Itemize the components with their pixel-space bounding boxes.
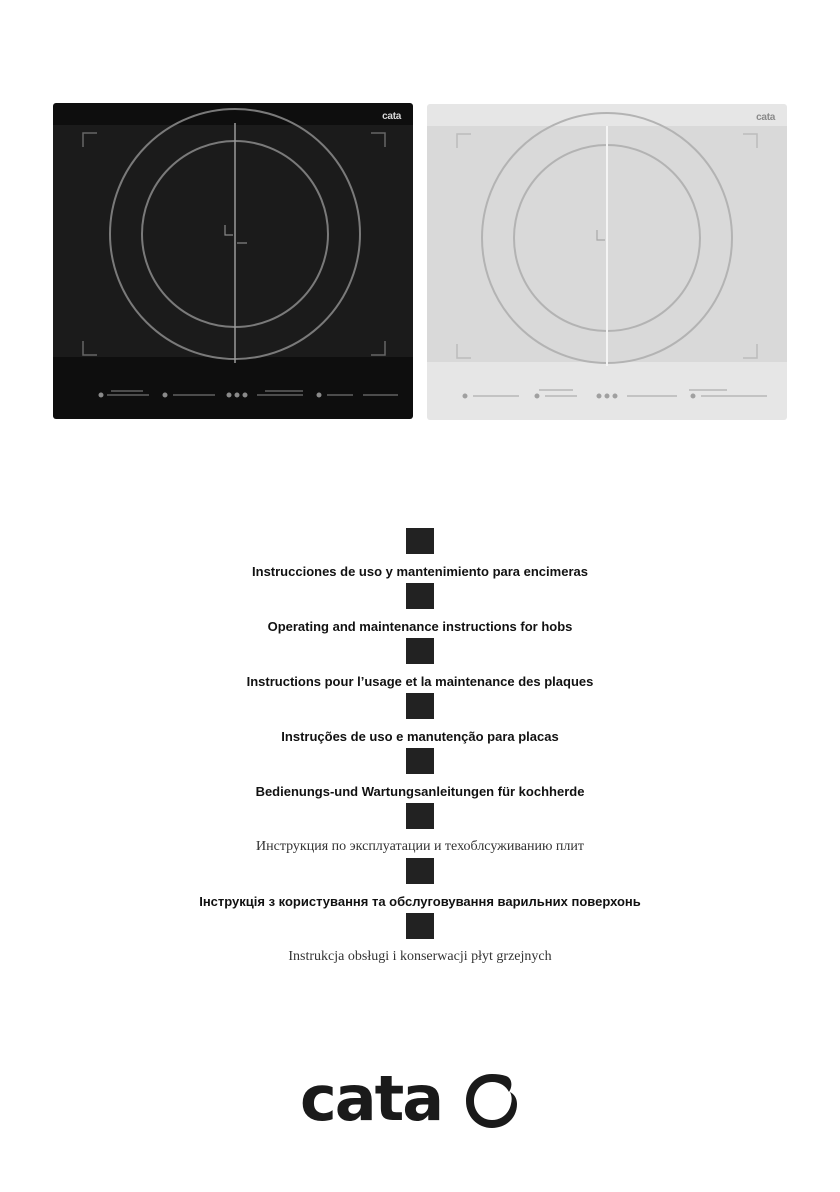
language-item [0, 913, 840, 968]
instruction-title: Instructions pour l’usage et la maintenance des plaques [246, 674, 594, 689]
touch-control-strip [463, 390, 767, 398]
language-flag-square [406, 638, 434, 664]
instruction-title: Інструкція з користування та обслуговування варильних поверхонь [199, 894, 641, 909]
language-instruction-list [0, 528, 840, 968]
touch-control-strip [99, 391, 398, 397]
language-item [0, 638, 840, 693]
language-flag-square [406, 693, 434, 719]
language-flag-square [406, 748, 434, 774]
white-hob-image [427, 104, 787, 420]
white-hob-drawing [427, 104, 787, 420]
language-flag-square [406, 528, 434, 554]
instruction-title: Instruções de uso e manutenção para placas [281, 729, 559, 744]
language-flag-square [406, 858, 434, 884]
logo-wordmark: cata [300, 1062, 443, 1135]
hob-brand-label: cata [756, 112, 775, 123]
language-item [0, 693, 840, 748]
black-hob-drawing [53, 103, 413, 419]
language-item [0, 858, 840, 913]
language-item [0, 583, 840, 638]
instruction-title: Instrucciones de uso y mantenimiento para encimeras [252, 564, 588, 579]
language-item [0, 803, 840, 858]
instruction-title: Инструкция по эксплуатации и техоблсуживанию плит [256, 839, 584, 854]
instruction-title: Instrukcja obsługi i konserwacji płyt grzejnych [288, 949, 552, 964]
logo-swirl-icon [462, 1070, 522, 1132]
instruction-title: Bedienungs-und Wartungsanleitungen für kochherde [255, 784, 585, 799]
black-hob-image [53, 103, 413, 419]
language-flag-square [406, 803, 434, 829]
language-flag-square [406, 583, 434, 609]
language-item [0, 528, 840, 583]
language-item [0, 748, 840, 803]
cata-logo [300, 1062, 530, 1135]
hob-brand-label: cata [382, 111, 401, 122]
instruction-title: Operating and maintenance instructions for hobs [267, 619, 573, 634]
language-flag-square [406, 913, 434, 939]
